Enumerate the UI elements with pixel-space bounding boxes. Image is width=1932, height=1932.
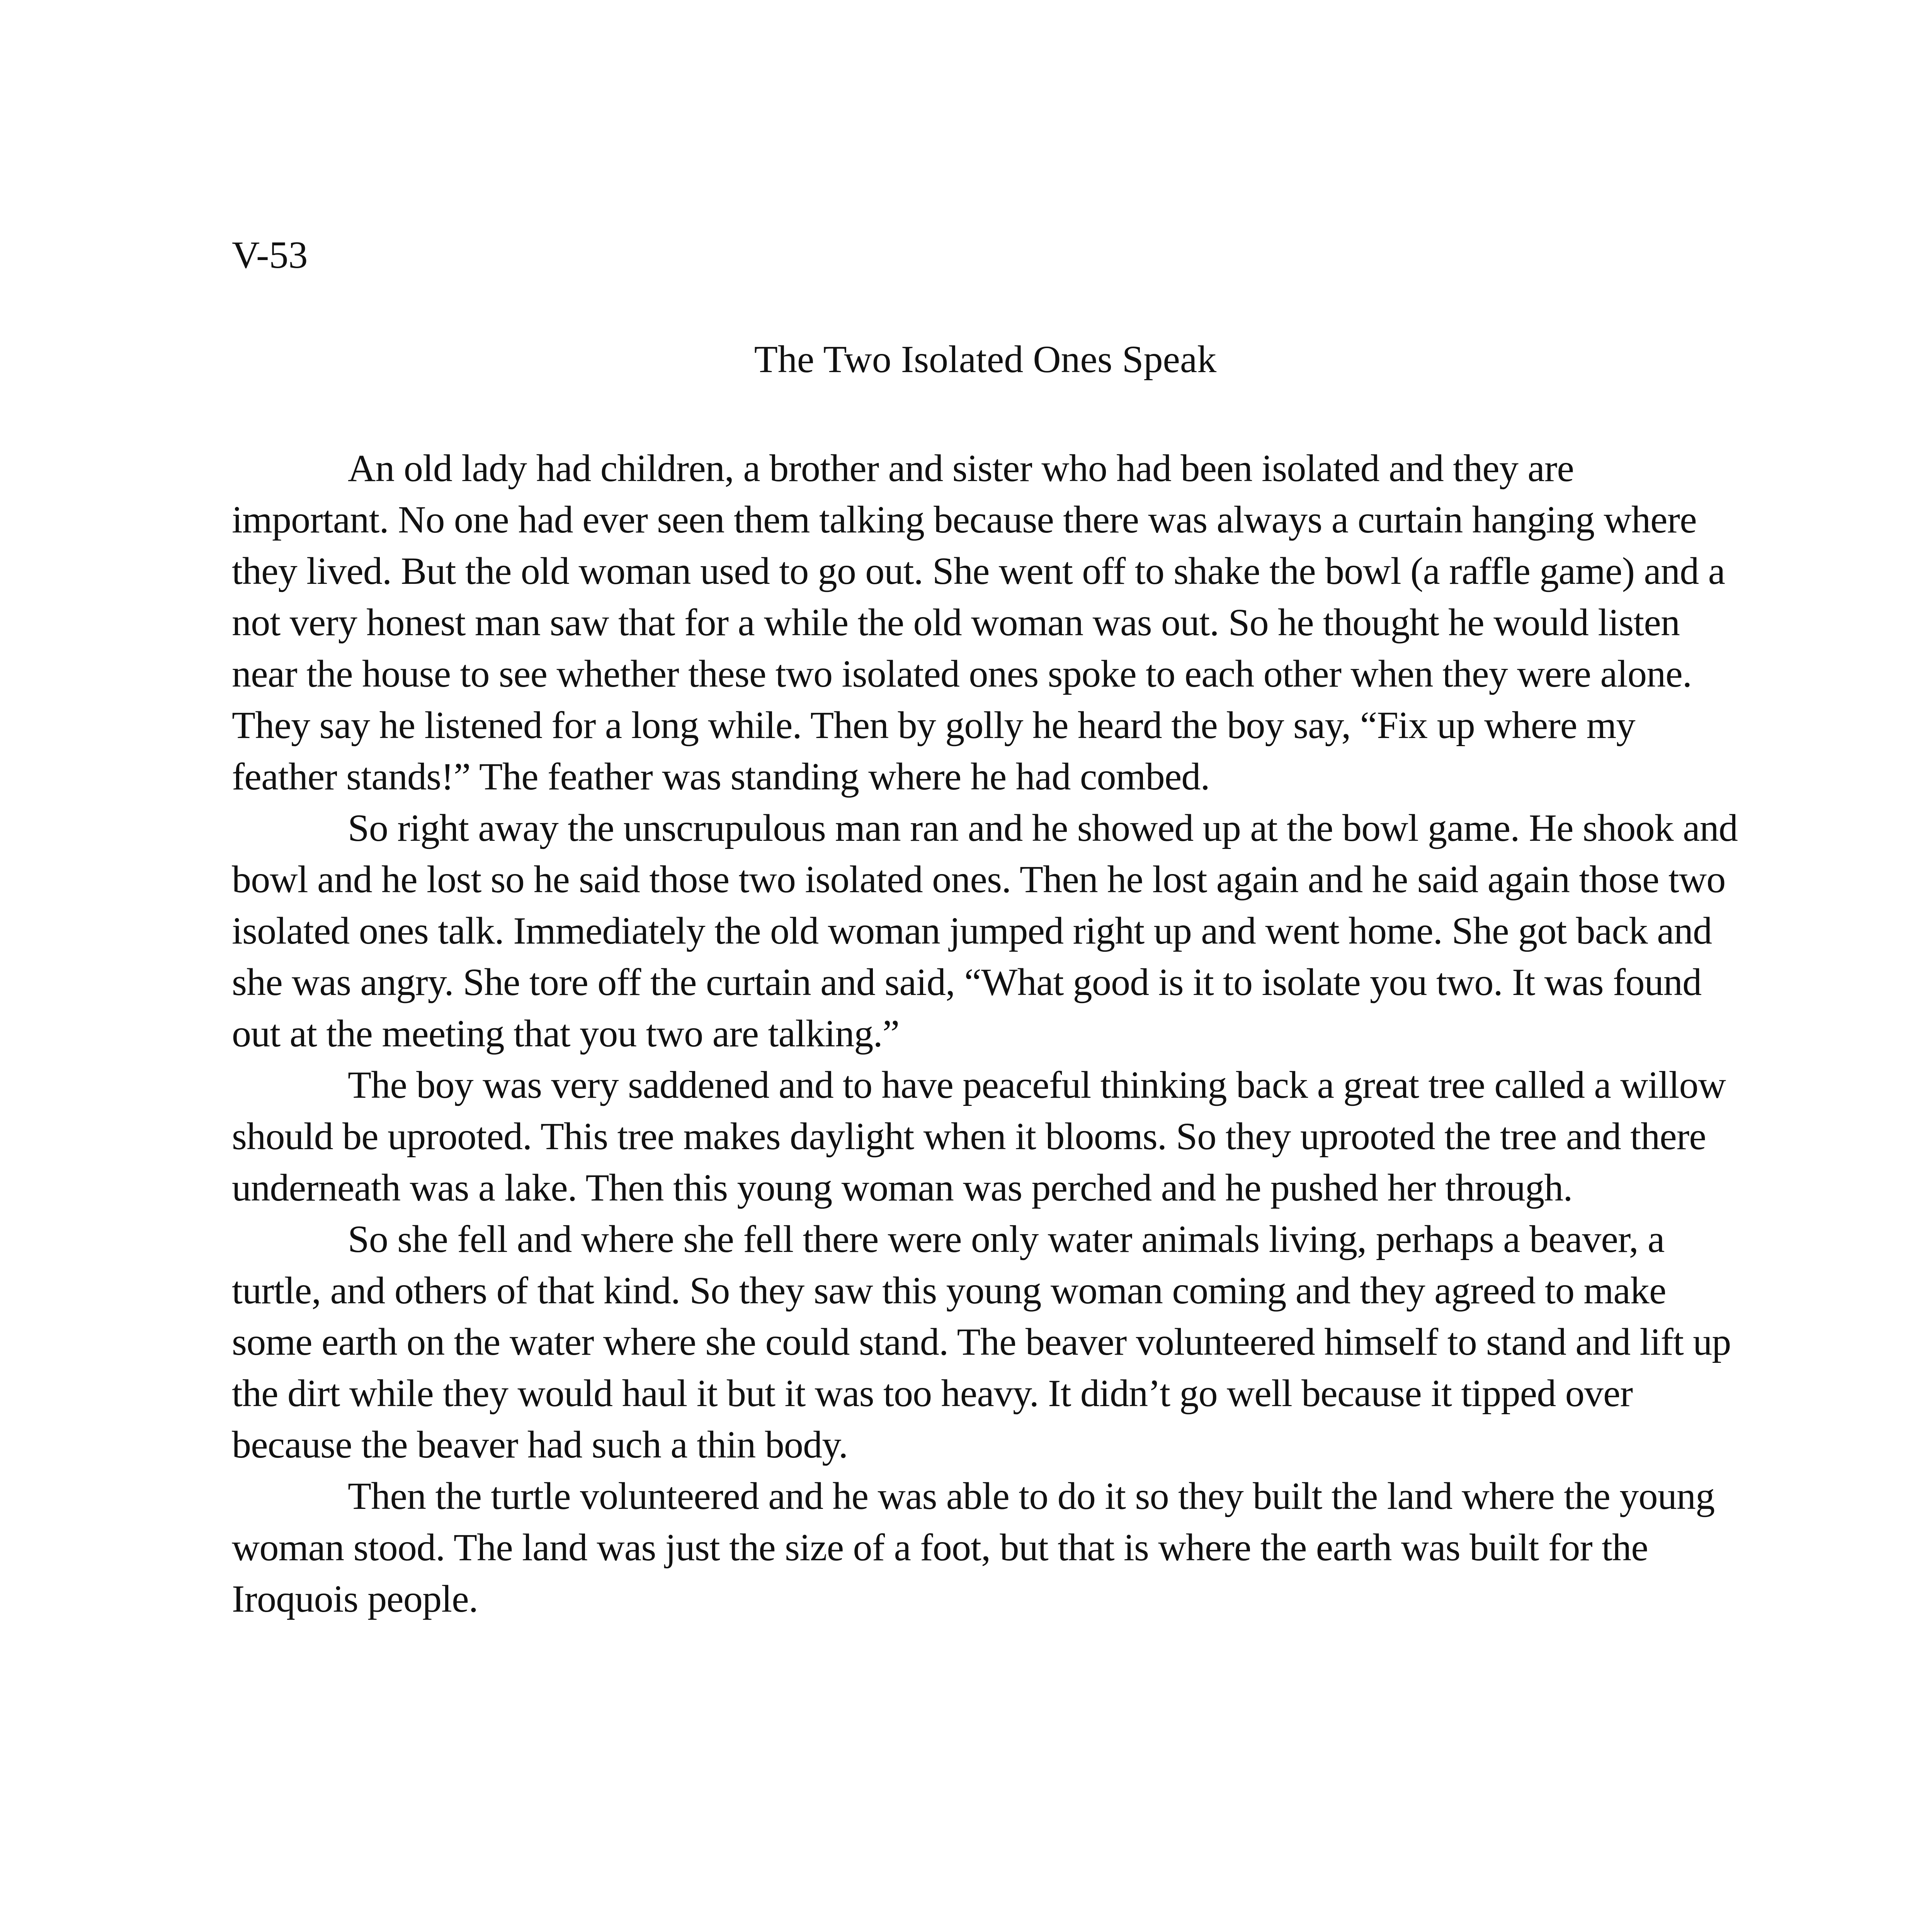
paragraph-3: The boy was very saddened and to have peaceful thinking back a great tree called a willow should be uprooted. This tree makes daylight when it blooms. So they uprooted the tree and there underneath was a lake. Then this young woman was perched and he pushed her through.	[232, 1063, 1726, 1209]
page-id: V-53	[232, 233, 308, 276]
paragraph-2: So right away the unscrupulous man ran and he showed up at the bowl game. He shook and bowl and he lost so he said those two isolated ones. Then he lost again and he said again those two isolated ones talk. Immediately the old woman jumped right up and went home. She got back and she was angry. She tore off the curtain and said, “What good is it to isolate you two. It was found out at the meeting that you two are talking.”	[232, 806, 1738, 1055]
story-body	[232, 442, 1739, 1624]
paragraph-4: So she fell and where she fell there were only water animals living, perhaps a beaver, a turtle, and others of that kind. So they saw this young woman coming and they agreed to make some earth on the water where she could stand. The beaver volunteered himself to stand and lift up the dirt while they would haul it but it was too heavy. It didn’t go well because it tipped over because the beaver had such a thin body.	[232, 1218, 1731, 1466]
page-title: The Two Isolated Ones Speak	[754, 338, 1217, 381]
paragraph-5: Then the turtle volunteered and he was able to do it so they built the land where the young woman stood. The land was just the size of a foot, but that is where the earth was built for the Iroquois people.	[232, 1475, 1715, 1620]
paragraph-1: An old lady had children, a brother and sister who had been isolated and they are important. No one had ever seen them talking because there was always a curtain hanging where they lived. But the old woman used to go out. She went off to shake the bowl (a raffle game) and a not very honest man saw that for a while the old woman was out. So he thought he would listen near the house to see whether these two isolated ones spoke to each other when they were alone. They say he listened for a long while. Then by golly he heard the boy say, “Fix up where my feather stands!” The feather was standing where he had combed.	[232, 447, 1725, 798]
